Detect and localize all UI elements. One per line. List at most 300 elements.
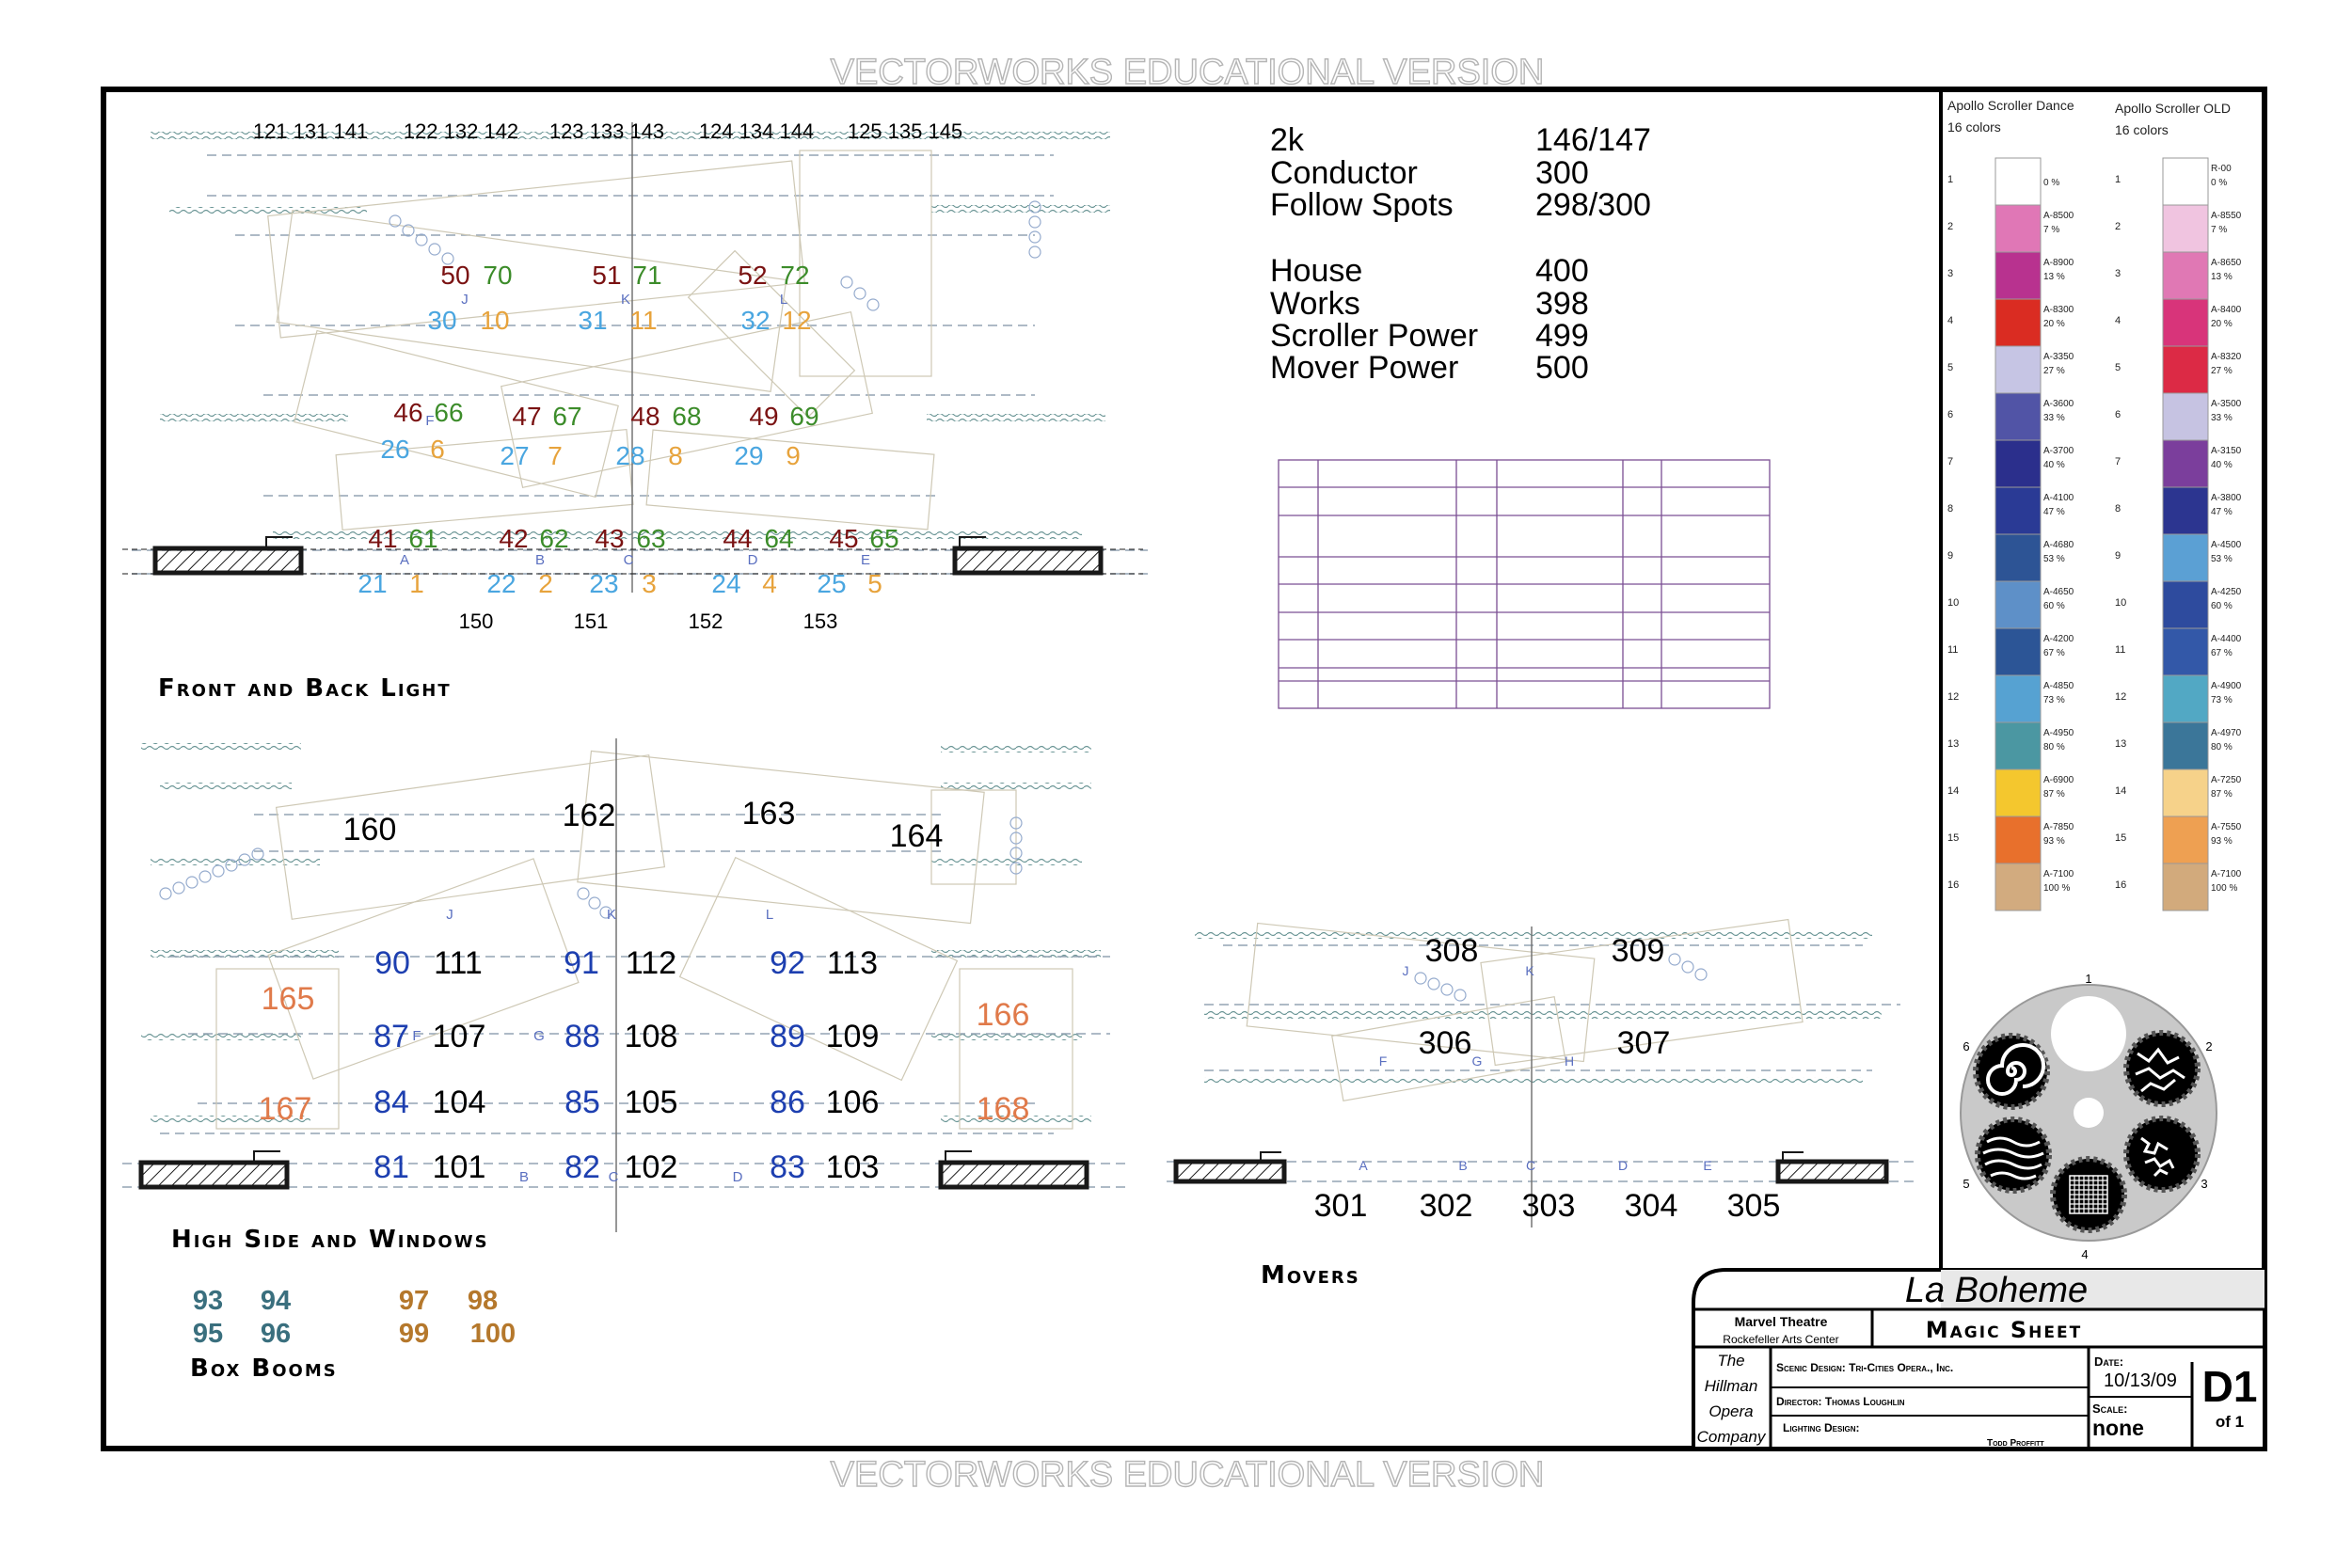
frame-number: 13 bbox=[1947, 738, 1960, 750]
gobo-grid bbox=[2053, 1159, 2124, 1230]
gel-percent: 93 % bbox=[2211, 836, 2233, 847]
front-bottom-label: 153 bbox=[803, 610, 838, 633]
movers-section-title: Movers bbox=[1261, 1261, 1360, 1290]
gel-code: A-4650 bbox=[2043, 587, 2074, 597]
box-boom-number: 93 bbox=[192, 1286, 224, 1316]
gel-percent: 27 % bbox=[2043, 366, 2065, 376]
box-boom-number: 94 bbox=[260, 1286, 292, 1316]
legend-label: Mover Power bbox=[1270, 350, 1459, 386]
frame-number: 11 bbox=[2115, 644, 2126, 656]
channel-number: 32 bbox=[740, 306, 771, 335]
front-top-labels bbox=[253, 119, 962, 143]
channel-number: 68 bbox=[672, 402, 702, 431]
front-bottom-label: 151 bbox=[573, 610, 609, 633]
venue-name: Marvel Theatre bbox=[1734, 1314, 1828, 1329]
lighting-design: Lighting Design: bbox=[1783, 1421, 1860, 1434]
channel-number: 3 bbox=[642, 569, 657, 598]
gel-code: A-4900 bbox=[2211, 681, 2242, 691]
color-swatch bbox=[1995, 863, 2041, 911]
gobo-slot-number: 6 bbox=[1963, 1039, 1970, 1053]
gobo-slot-number: 2 bbox=[2205, 1039, 2213, 1053]
gel-code: A-3350 bbox=[2043, 352, 2074, 362]
scale-label: Scale: bbox=[2092, 1402, 2128, 1416]
booms-section-title: Box Booms bbox=[190, 1354, 338, 1383]
legend-label: Scroller Power bbox=[1270, 318, 1479, 354]
gel-code: R-00 bbox=[2211, 164, 2232, 174]
high-channel-numbers bbox=[259, 796, 1030, 1185]
gel-percent: 33 % bbox=[2043, 413, 2065, 423]
gel-code: A-4500 bbox=[2211, 540, 2242, 550]
frame-number: 5 bbox=[1947, 362, 1954, 373]
color-swatch bbox=[1995, 487, 2041, 534]
color-swatch bbox=[2163, 863, 2208, 911]
channel-number: 41 bbox=[368, 524, 398, 553]
gel-code: A-7550 bbox=[2211, 822, 2242, 832]
color-swatch bbox=[1995, 205, 2041, 252]
channel-number: 86 bbox=[770, 1085, 805, 1120]
channel-number: 168 bbox=[976, 1091, 1030, 1127]
gel-code: A-3150 bbox=[2211, 446, 2242, 456]
channel-number: 113 bbox=[826, 945, 879, 981]
gobo-slot-number: 4 bbox=[2081, 1247, 2089, 1261]
color-swatch bbox=[2163, 581, 2208, 628]
legend-label: Follow Spots bbox=[1270, 187, 1454, 223]
box-boom-number: 95 bbox=[192, 1319, 224, 1349]
frame-number: 5 bbox=[2115, 362, 2122, 373]
color-swatch bbox=[1995, 299, 2041, 346]
scale-value: none bbox=[2092, 1416, 2144, 1440]
position-letter: K bbox=[1525, 963, 1534, 978]
gel-percent: 60 % bbox=[2043, 601, 2065, 611]
frame-number: 16 bbox=[2115, 879, 2127, 891]
channel-number: 52 bbox=[738, 261, 768, 290]
venue-subtitle: Rockefeller Arts Center bbox=[1723, 1333, 1839, 1346]
color-swatch bbox=[1995, 346, 2041, 393]
position-letter: G bbox=[533, 1028, 545, 1044]
scroller-old-subtitle: 16 colors bbox=[2115, 122, 2169, 137]
position-letter: G bbox=[1471, 1053, 1483, 1069]
company-line: Opera bbox=[1708, 1402, 1754, 1420]
color-swatch bbox=[1995, 581, 2041, 628]
box-boom-number: 100 bbox=[469, 1319, 516, 1349]
gel-percent: 60 % bbox=[2211, 601, 2233, 611]
channel-number: 1 bbox=[409, 569, 424, 598]
channel-number: 9 bbox=[786, 441, 801, 470]
color-swatch bbox=[2163, 816, 2208, 863]
position-letter: A bbox=[399, 552, 410, 568]
channel-number: 106 bbox=[825, 1085, 880, 1120]
legend-value: 500 bbox=[1535, 350, 1589, 386]
position-letter: F bbox=[425, 413, 435, 429]
gel-percent: 47 % bbox=[2211, 507, 2233, 517]
mover-number: 309 bbox=[1611, 933, 1665, 969]
color-swatch bbox=[1995, 816, 2041, 863]
channel-number: 44 bbox=[723, 524, 753, 553]
gel-code: A-8320 bbox=[2211, 352, 2242, 362]
channel-number: 112 bbox=[625, 945, 677, 981]
frame-number: 8 bbox=[2115, 503, 2122, 515]
channel-number: 5 bbox=[867, 569, 882, 598]
color-swatch bbox=[2163, 628, 2208, 675]
gel-code: A-4400 bbox=[2211, 634, 2242, 644]
legend-list bbox=[1270, 122, 1651, 386]
channel-number: 67 bbox=[552, 402, 582, 431]
gobo-spiral bbox=[1976, 1036, 2047, 1107]
channel-number: 62 bbox=[539, 524, 569, 553]
color-swatch bbox=[1995, 722, 2041, 769]
gel-code: A-8550 bbox=[2211, 211, 2242, 221]
position-letter: D bbox=[1617, 1158, 1629, 1173]
gel-percent: 87 % bbox=[2211, 789, 2233, 800]
position-letter: L bbox=[779, 292, 788, 308]
frame-number: 7 bbox=[2115, 456, 2122, 467]
channel-number: 42 bbox=[499, 524, 529, 553]
color-swatch bbox=[1995, 769, 2041, 816]
channel-number: 102 bbox=[624, 1149, 678, 1185]
channel-number: 167 bbox=[258, 1091, 312, 1127]
channel-number: 48 bbox=[630, 402, 660, 431]
frame-number: 15 bbox=[1947, 832, 1960, 844]
watermark-top: VECTORWORKS EDUCATIONAL VERSION bbox=[830, 53, 1545, 92]
color-swatch bbox=[2163, 158, 2208, 205]
lighting-designer: Todd Proffitt bbox=[1987, 1438, 2044, 1449]
front-top-label: 122 132 142 bbox=[403, 119, 519, 143]
channel-number: 8 bbox=[668, 441, 683, 470]
frame-number: 9 bbox=[1947, 550, 1954, 562]
position-letter: D bbox=[732, 1169, 743, 1185]
frame-number: 4 bbox=[1947, 315, 1954, 326]
gel-percent: 27 % bbox=[2211, 366, 2233, 376]
gobo-slot-number: 3 bbox=[2201, 1177, 2208, 1191]
gel-code: A-4100 bbox=[2043, 493, 2074, 503]
box-boom-number: 96 bbox=[260, 1319, 292, 1349]
channel-number: 46 bbox=[393, 398, 423, 427]
gel-percent: 67 % bbox=[2043, 648, 2065, 658]
position-letter: J bbox=[446, 907, 453, 923]
gel-code: A-8650 bbox=[2211, 258, 2242, 268]
legend-value: 400 bbox=[1535, 253, 1589, 289]
movers-background-geometry bbox=[1167, 920, 1919, 1227]
channel-number: 72 bbox=[780, 261, 810, 290]
color-swatch bbox=[2163, 252, 2208, 299]
gel-code: A-8900 bbox=[2043, 258, 2074, 268]
gel-code: A-7100 bbox=[2211, 869, 2242, 879]
gobo-open-slot bbox=[2051, 996, 2126, 1071]
gobo-zebra bbox=[1978, 1119, 2049, 1191]
sheet-title: Magic Sheet bbox=[1925, 1317, 2083, 1343]
color-swatch bbox=[2163, 346, 2208, 393]
channel-number: 66 bbox=[434, 398, 464, 427]
channel-number: 82 bbox=[564, 1149, 600, 1185]
box-boom-number: 99 bbox=[398, 1319, 430, 1349]
channel-number: 61 bbox=[408, 524, 438, 553]
channel-number: 92 bbox=[770, 945, 805, 981]
channel-number: 4 bbox=[762, 569, 777, 598]
color-swatch bbox=[1995, 158, 2041, 205]
channel-number: 104 bbox=[432, 1085, 486, 1120]
channel-number: 166 bbox=[976, 997, 1030, 1033]
gel-code: A-7250 bbox=[2211, 775, 2242, 785]
channel-number: 6 bbox=[430, 435, 445, 464]
frame-number: 6 bbox=[1947, 409, 1954, 420]
channel-number: 65 bbox=[869, 524, 899, 553]
channel-number: 88 bbox=[564, 1019, 600, 1054]
gel-percent: 80 % bbox=[2043, 742, 2065, 752]
gel-percent: 53 % bbox=[2211, 554, 2233, 564]
company-line: The bbox=[1717, 1352, 1745, 1370]
legend-label: Works bbox=[1270, 286, 1360, 322]
high-section-title: High Side and Windows bbox=[171, 1226, 489, 1254]
frame-number: 7 bbox=[1947, 456, 1954, 467]
legend-label: House bbox=[1270, 253, 1363, 289]
front-bottom-label: 150 bbox=[458, 610, 494, 633]
gel-percent: 33 % bbox=[2211, 413, 2233, 423]
front-top-label: 123 133 143 bbox=[548, 119, 665, 143]
color-swatch bbox=[1995, 440, 2041, 487]
mover-number: 301 bbox=[1313, 1188, 1368, 1224]
channel-number: 2 bbox=[538, 569, 553, 598]
channel-number: 84 bbox=[373, 1085, 409, 1120]
mover-number: 302 bbox=[1419, 1188, 1473, 1224]
frame-number: 3 bbox=[1947, 268, 1954, 279]
frame-number: 1 bbox=[1947, 174, 1954, 185]
color-swatch bbox=[1995, 252, 2041, 299]
channel-number: 107 bbox=[432, 1019, 486, 1054]
legend-value: 300 bbox=[1535, 155, 1589, 191]
position-letter: E bbox=[1703, 1158, 1712, 1173]
mover-number: 303 bbox=[1521, 1188, 1576, 1224]
mover-number: 306 bbox=[1418, 1025, 1472, 1061]
channel-number: 51 bbox=[592, 261, 622, 290]
frame-number: 10 bbox=[2115, 597, 2127, 609]
color-swatch bbox=[2163, 722, 2208, 769]
channel-number: 103 bbox=[825, 1149, 880, 1185]
channel-number: 109 bbox=[825, 1019, 880, 1054]
frame-number: 3 bbox=[2115, 268, 2122, 279]
position-letter: J bbox=[1402, 963, 1409, 978]
scroller-dance-subtitle: 16 colors bbox=[1947, 119, 2001, 135]
front-top-label: 125 135 145 bbox=[847, 119, 963, 143]
position-letter: A bbox=[1359, 1158, 1368, 1173]
color-swatch bbox=[2163, 205, 2208, 252]
front-top-label: 124 134 144 bbox=[698, 119, 815, 143]
channel-number: 7 bbox=[548, 441, 563, 470]
gel-code: A-8400 bbox=[2211, 305, 2242, 315]
gel-code: A-8500 bbox=[2043, 211, 2074, 221]
gel-percent: 100 % bbox=[2043, 883, 2071, 894]
date-label: Date: bbox=[2094, 1354, 2124, 1369]
watermark-bottom: VECTORWORKS EDUCATIONAL VERSION bbox=[830, 1455, 1545, 1495]
gel-percent: 13 % bbox=[2043, 272, 2065, 282]
color-swatch bbox=[1995, 675, 2041, 722]
gel-percent: 0 % bbox=[2043, 178, 2060, 188]
scroller-dance-title: Apollo Scroller Dance bbox=[1947, 98, 2074, 113]
mover-number: 305 bbox=[1726, 1188, 1781, 1224]
position-letter: F bbox=[412, 1028, 421, 1044]
company-line: Hillman bbox=[1704, 1377, 1758, 1395]
director: Director: Thomas Loughlin bbox=[1776, 1395, 1905, 1408]
channel-number: 22 bbox=[486, 569, 516, 598]
color-swatch bbox=[2163, 534, 2208, 581]
channel-number: 63 bbox=[636, 524, 666, 553]
gel-percent: 7 % bbox=[2211, 225, 2228, 235]
channel-number: 111 bbox=[434, 945, 483, 981]
front-channel-numbers bbox=[358, 261, 898, 598]
gel-percent: 13 % bbox=[2211, 272, 2233, 282]
gobo-wheel bbox=[1961, 985, 2217, 1241]
channel-number: 31 bbox=[578, 306, 608, 335]
gel-code: A-8300 bbox=[2043, 305, 2074, 315]
frame-number: 13 bbox=[2115, 738, 2127, 750]
legend-value: 499 bbox=[1535, 318, 1589, 354]
mover-number: 308 bbox=[1424, 933, 1479, 969]
gel-code: A-4680 bbox=[2043, 540, 2074, 550]
gel-percent: 47 % bbox=[2043, 507, 2065, 517]
channel-number: 45 bbox=[829, 524, 859, 553]
channel-number: 49 bbox=[749, 402, 779, 431]
frame-number: 16 bbox=[1947, 879, 1960, 891]
scroller-old-strip bbox=[2115, 158, 2242, 911]
gel-percent: 67 % bbox=[2211, 648, 2233, 658]
channel-number: 87 bbox=[373, 1019, 409, 1054]
channel-number: 26 bbox=[380, 435, 410, 464]
gel-code: A-4250 bbox=[2211, 587, 2242, 597]
gel-code: A-3500 bbox=[2211, 399, 2242, 409]
color-swatch bbox=[2163, 393, 2208, 440]
color-swatch bbox=[2163, 440, 2208, 487]
channel-number: 23 bbox=[589, 569, 619, 598]
channel-number: 91 bbox=[564, 945, 599, 981]
channel-number: 11 bbox=[629, 306, 658, 335]
color-swatch bbox=[1995, 534, 2041, 581]
gel-code: A-4200 bbox=[2043, 634, 2074, 644]
front-bottom-label: 152 bbox=[688, 610, 723, 633]
legend-value: 398 bbox=[1535, 286, 1589, 322]
gobo-slot-number: 1 bbox=[2085, 972, 2092, 986]
channel-number: 28 bbox=[615, 441, 645, 470]
channel-number: 10 bbox=[480, 306, 510, 335]
gel-percent: 0 % bbox=[2211, 178, 2228, 188]
mover-number: 304 bbox=[1624, 1188, 1678, 1224]
color-swatch bbox=[1995, 393, 2041, 440]
gel-code: A-4950 bbox=[2043, 728, 2074, 738]
gel-code: A-3800 bbox=[2211, 493, 2242, 503]
front-background-geometry bbox=[122, 122, 1148, 593]
position-letter: K bbox=[606, 907, 617, 923]
channel-number: 85 bbox=[564, 1085, 600, 1120]
gel-percent: 73 % bbox=[2043, 695, 2065, 705]
scenic-design: Scenic Design: Tri-Cities Opera., Inc. bbox=[1776, 1361, 1954, 1374]
gel-percent: 20 % bbox=[2211, 319, 2233, 329]
gel-code: A-4970 bbox=[2211, 728, 2242, 738]
gobo-slot-number: 5 bbox=[1963, 1177, 1970, 1191]
gel-percent: 93 % bbox=[2043, 836, 2065, 847]
gel-code: A-7850 bbox=[2043, 822, 2074, 832]
position-letter: C bbox=[1525, 1158, 1536, 1173]
channel-number: 71 bbox=[632, 261, 662, 290]
sheet-of: of 1 bbox=[2215, 1413, 2245, 1431]
position-letter: D bbox=[747, 552, 758, 568]
channel-number: 164 bbox=[889, 818, 944, 854]
position-letter: E bbox=[860, 552, 871, 568]
frame-number: 2 bbox=[1947, 221, 1954, 232]
position-letter: F bbox=[1378, 1053, 1388, 1069]
channel-number: 108 bbox=[624, 1019, 678, 1054]
channel-number: 83 bbox=[770, 1149, 805, 1185]
front-bottom-labels bbox=[459, 610, 838, 633]
frame-number: 8 bbox=[1947, 503, 1954, 515]
empty-cue-table bbox=[1279, 460, 1770, 708]
position-letter: C bbox=[623, 552, 634, 568]
frame-number: 6 bbox=[2115, 409, 2122, 420]
gel-percent: 40 % bbox=[2211, 460, 2233, 470]
channel-number: 64 bbox=[764, 524, 794, 553]
frame-number: 2 bbox=[2115, 221, 2122, 232]
color-swatch bbox=[2163, 675, 2208, 722]
gel-code: A-3600 bbox=[2043, 399, 2074, 409]
channel-number: 30 bbox=[427, 306, 457, 335]
legend-label: Conductor bbox=[1270, 155, 1418, 191]
channel-number: 21 bbox=[358, 569, 388, 598]
frame-number: 10 bbox=[1947, 597, 1960, 609]
frame-number: 14 bbox=[1947, 785, 1960, 797]
color-swatch bbox=[2163, 769, 2208, 816]
channel-number: 162 bbox=[562, 798, 616, 833]
frame-number: 9 bbox=[2115, 550, 2122, 562]
channel-number: 50 bbox=[440, 261, 470, 290]
channel-number: 81 bbox=[373, 1149, 409, 1185]
position-letter: B bbox=[534, 552, 546, 568]
position-letter: C bbox=[608, 1169, 619, 1185]
gel-code: A-4850 bbox=[2043, 681, 2074, 691]
gel-code: A-6900 bbox=[2043, 775, 2074, 785]
channel-number: 90 bbox=[374, 945, 410, 981]
legend-label: 2k bbox=[1270, 122, 1304, 158]
color-swatch bbox=[1995, 628, 2041, 675]
scroller-old-title: Apollo Scroller OLD bbox=[2115, 101, 2231, 116]
frame-number: 11 bbox=[1947, 644, 1959, 656]
frame-number: 4 bbox=[2115, 315, 2122, 326]
gel-percent: 7 % bbox=[2043, 225, 2060, 235]
position-letter: L bbox=[765, 907, 774, 923]
channel-number: 105 bbox=[624, 1085, 678, 1120]
channel-number: 27 bbox=[500, 441, 530, 470]
channel-number: 163 bbox=[741, 796, 796, 832]
gel-percent: 40 % bbox=[2043, 460, 2065, 470]
front-top-label: 121 131 141 bbox=[252, 119, 369, 143]
channel-number: 47 bbox=[512, 402, 542, 431]
channel-number: 69 bbox=[789, 402, 819, 431]
color-swatch bbox=[2163, 487, 2208, 534]
channel-number: 43 bbox=[595, 524, 625, 553]
gel-code: A-3700 bbox=[2043, 446, 2074, 456]
frame-number: 1 bbox=[2115, 174, 2122, 185]
gel-percent: 20 % bbox=[2043, 319, 2065, 329]
color-swatch bbox=[2163, 299, 2208, 346]
frame-number: 15 bbox=[2115, 832, 2127, 844]
mover-number: 307 bbox=[1616, 1025, 1671, 1061]
front-section-title: Front and Back Light bbox=[158, 674, 452, 703]
position-letter: B bbox=[1458, 1158, 1468, 1173]
position-letter: H bbox=[1564, 1053, 1575, 1069]
channel-number: 101 bbox=[432, 1149, 486, 1185]
channel-number: 12 bbox=[782, 306, 812, 335]
frame-number: 12 bbox=[2115, 691, 2127, 703]
sheet-number: D1 bbox=[2201, 1362, 2258, 1411]
legend-value: 298/300 bbox=[1535, 187, 1651, 223]
channel-number: 29 bbox=[734, 441, 764, 470]
gel-percent: 80 % bbox=[2211, 742, 2233, 752]
